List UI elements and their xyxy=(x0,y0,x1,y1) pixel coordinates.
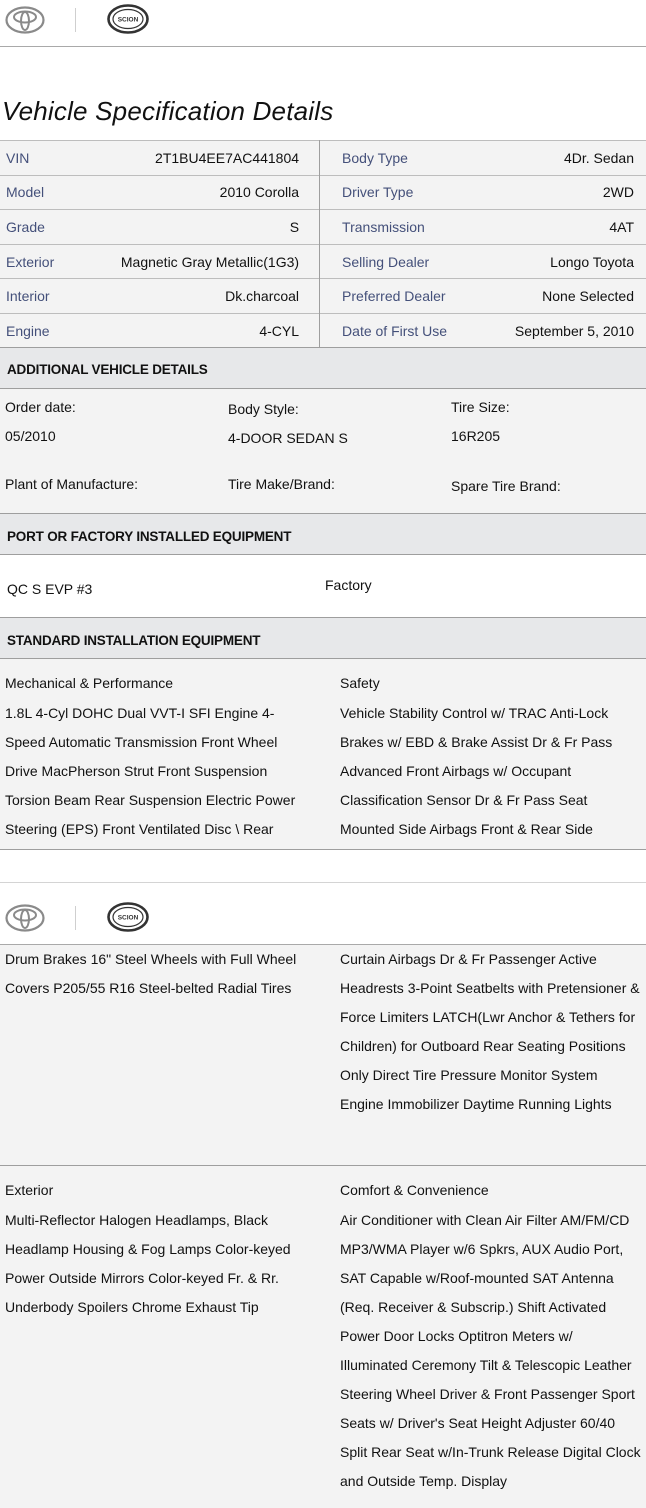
port-equipment-heading: PORT OR FACTORY INSTALLED EQUIPMENT xyxy=(7,529,292,544)
additional-details-section xyxy=(0,389,646,513)
spec-left-label: Engine xyxy=(0,313,73,348)
mechanical-text-continued: Drum Brakes 16" Steel Wheels with Full Wheel Covers P205/55 R16 Steel-belted Radial Tires xyxy=(5,951,297,996)
spec-left-label: VIN xyxy=(0,141,73,176)
spec-row xyxy=(0,210,646,245)
order-date-label: Order date: xyxy=(5,399,76,415)
body-style-value: 4-DOOR SEDAN S xyxy=(228,430,348,446)
tire-size-label: Tire Size: xyxy=(451,399,510,415)
spec-right-label: Body Type xyxy=(320,141,481,176)
port-equipment-header xyxy=(0,513,646,555)
scion-logo-icon xyxy=(107,4,149,34)
spec-left-value: 2010 Corolla xyxy=(73,175,320,210)
body-style-label: Body Style: xyxy=(228,401,299,417)
plant-label: Plant of Manufacture: xyxy=(5,476,139,492)
toyota-logo-icon xyxy=(5,904,45,932)
spec-left-value: 2T1BU4EE7AC441804 xyxy=(73,141,320,176)
safety-heading: Safety xyxy=(340,675,380,691)
tire-size-value: 16R205 xyxy=(451,428,501,444)
port-equipment-item-source: Factory xyxy=(325,577,372,593)
spec-right-label: Selling Dealer xyxy=(320,244,481,279)
standard-equipment-section-p2 xyxy=(0,945,646,1166)
mechanical-heading: Mechanical & Performance xyxy=(5,675,174,691)
spec-left-value: Magnetic Gray Metallic(1G3) xyxy=(73,244,320,279)
port-equipment-item-name: QC S EVP #3 xyxy=(7,581,93,597)
spec-left-label: Grade xyxy=(0,210,73,245)
safety-text: Vehicle Stability Control w/ TRAC Anti-Lock Brakes w/ EBD & Brake Assist Dr & Fr Pass Advanced Front Airbags w/ Occupant Classification Sensor Dr & Fr Pass Seat Mounted Side Airbags Front & Rear Side xyxy=(340,705,613,837)
standard-equipment-header xyxy=(0,617,646,659)
spec-row xyxy=(0,313,646,348)
comfort-heading: Comfort & Convenience xyxy=(340,1182,489,1198)
vehicle-spec-table xyxy=(0,140,646,349)
standard-equipment-section-p1 xyxy=(0,659,646,850)
page-break xyxy=(0,850,646,888)
spec-right-value: Longo Toyota xyxy=(481,244,646,279)
spec-left-label: Interior xyxy=(0,279,73,314)
page-break-line xyxy=(0,882,646,883)
spare-tire-label: Spare Tire Brand: xyxy=(451,478,561,494)
standard-equipment-heading: STANDARD INSTALLATION EQUIPMENT xyxy=(7,633,261,648)
spec-right-label: Driver Type xyxy=(320,175,481,210)
spec-left-value: Dk.charcoal xyxy=(73,279,320,314)
spec-right-value: 4Dr. Sedan xyxy=(481,141,646,176)
order-date-value: 05/2010 xyxy=(5,428,56,444)
spec-left-label: Exterior xyxy=(0,244,73,279)
spec-left-label: Model xyxy=(0,175,73,210)
scion-logo-icon xyxy=(107,902,149,932)
spec-right-label: Date of First Use xyxy=(320,313,481,348)
spec-right-value: 2WD xyxy=(481,175,646,210)
additional-details-header xyxy=(0,347,646,389)
spec-row xyxy=(0,279,646,314)
comfort-text: Air Conditioner with Clean Air Filter AM/FM/CD MP3/WMA Player w/6 Spkrs, AUX Audio Port, SAT Capable w/Roof-mounted SAT Antenna (Req. Receiver & Subscrip.) Shift Activated Power Door Locks Optitron Meters w/ Illuminated Ceremony Tilt & Telescopic Leather Steering Wheel Driver & Front Passenger Sport Seats w/ Driver's Seat Height Adjuster 60/40 Split Rear Seat w/In-Trunk Release Digital Clock and Outside Temp. Display xyxy=(340,1212,641,1489)
scion-logo-text: SCION xyxy=(117,914,139,922)
logo-separator xyxy=(75,906,76,930)
page-title: Vehicle Specification Details xyxy=(2,96,334,126)
spec-left-value: 4-CYL xyxy=(73,313,320,348)
scion-logo-text: SCION xyxy=(117,16,139,24)
spec-right-value: None Selected xyxy=(481,279,646,314)
port-equipment-section xyxy=(0,555,646,617)
spec-right-label: Preferred Dealer xyxy=(320,279,481,314)
spec-left-value: S xyxy=(73,210,320,245)
toyota-logo-icon xyxy=(5,6,45,34)
header-logo-bar xyxy=(0,0,646,44)
exterior-text: Multi-Reflector Halogen Headlamps, Black Headlamp Housing & Fog Lamps Color-keyed Power Outside Mirrors Color-keyed Fr. & Rr. Underbody Spoilers Chrome Exhaust Tip xyxy=(5,1212,291,1315)
header-divider xyxy=(0,46,646,47)
spec-right-value: 4AT xyxy=(481,210,646,245)
header-logo-bar-2 xyxy=(0,898,646,942)
exterior-heading: Exterior xyxy=(5,1182,54,1198)
spec-right-value: September 5, 2010 xyxy=(481,313,646,348)
spec-right-label: Transmission xyxy=(320,210,481,245)
mechanical-text: 1.8L 4-Cyl DOHC Dual VVT-I SFI Engine 4-Speed Automatic Transmission Front Wheel Drive MacPherson Strut Front Suspension Torsion Beam Rear Suspension Electric Power Steering (EPS) Front Ventilated Disc \ Rear xyxy=(5,705,296,837)
spec-row xyxy=(0,175,646,210)
standard-equipment-section-p3 xyxy=(0,1166,646,1508)
spec-row xyxy=(0,244,646,279)
safety-text-continued: Curtain Airbags Dr & Fr Passenger Active Headrests 3-Point Seatbelts with Pretensioner & Force Limiters LATCH(Lwr Anchor & Tethers for Children) for Outboard Rear Seating Positions Only Direct Tire Pressure Monitor System Engine Immobilizer Daytime Running Lights xyxy=(340,951,640,1112)
logo-separator xyxy=(75,8,76,32)
additional-details-heading: ADDITIONAL VEHICLE DETAILS xyxy=(7,362,208,377)
spec-row xyxy=(0,141,646,176)
tire-make-label: Tire Make/Brand: xyxy=(228,476,335,492)
